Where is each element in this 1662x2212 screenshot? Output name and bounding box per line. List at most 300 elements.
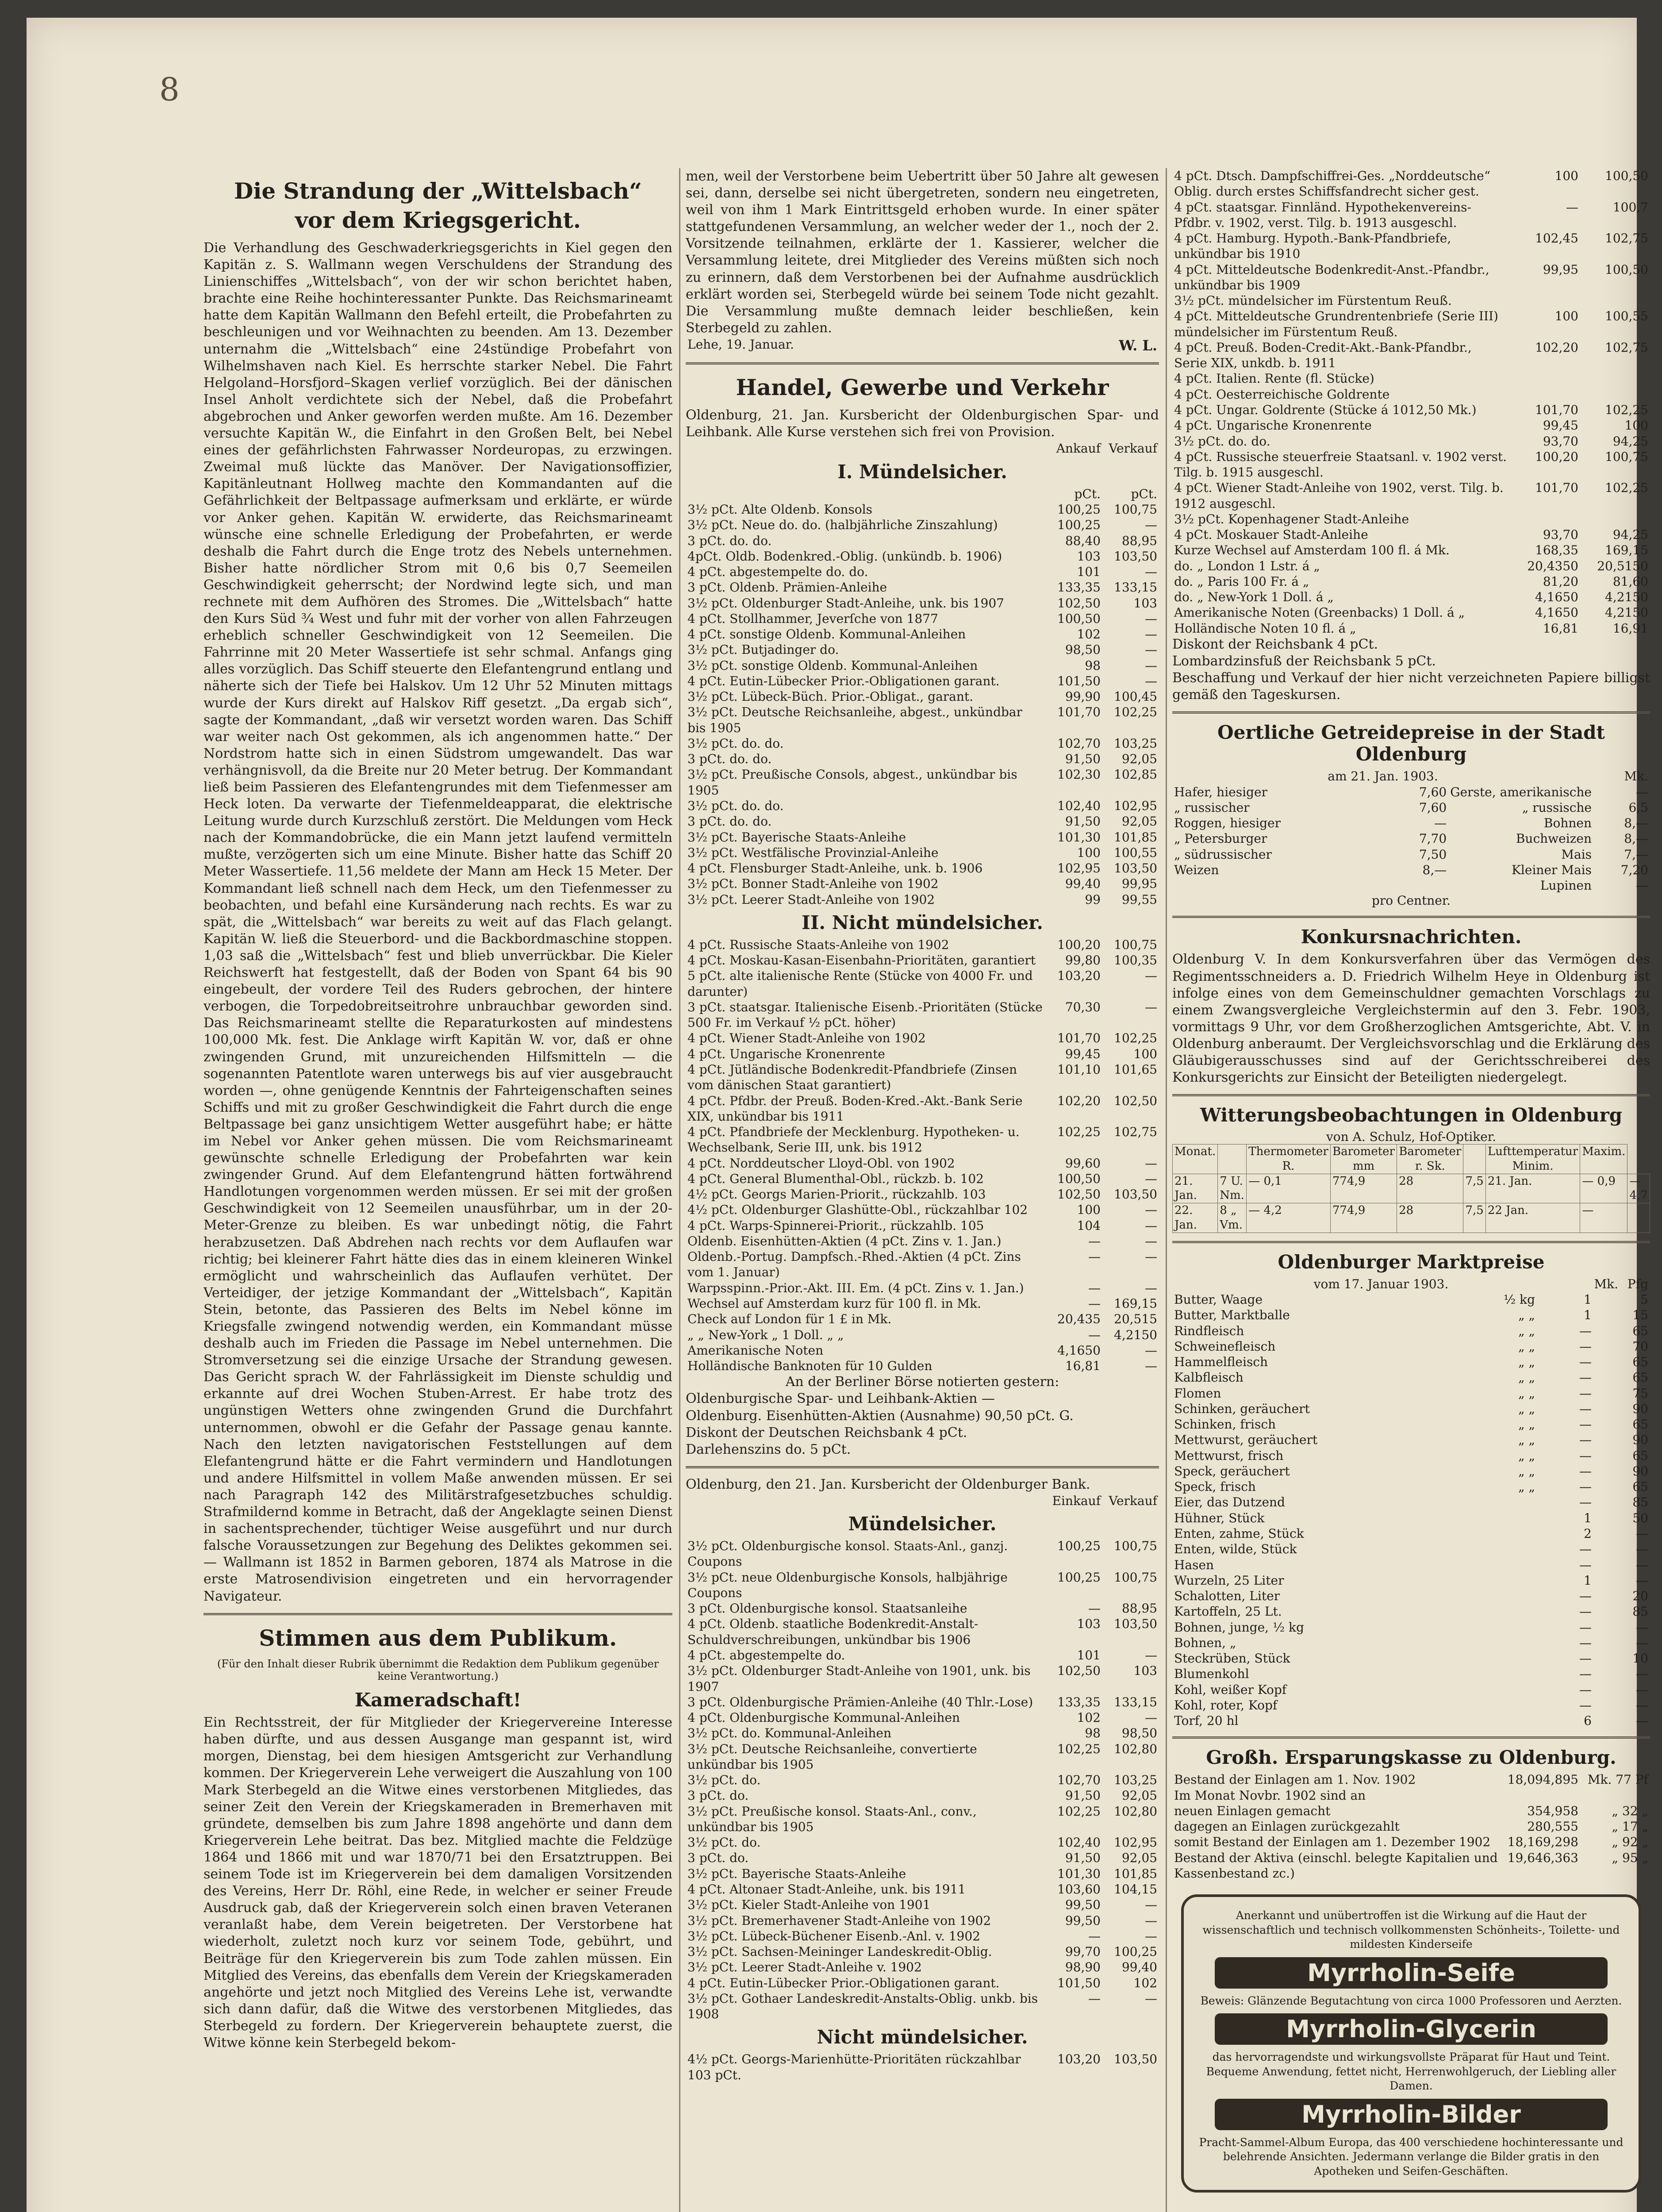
table-row <box>1172 308 1650 340</box>
table-cell <box>1480 1494 1537 1510</box>
table-cell <box>1480 1666 1537 1682</box>
table-cell: — <box>1088 1233 1101 1248</box>
table-cell: — <box>1579 1355 1592 1370</box>
table-cell: — <box>1579 1557 1592 1572</box>
unit-label: pCt. <box>1131 486 1157 501</box>
price-header <box>686 486 1159 502</box>
table-cell: — <box>1145 1233 1157 1248</box>
table-cell: — <box>1636 1573 1648 1588</box>
table-cell: 100 <box>1077 1202 1101 1217</box>
table-cell: 3½ pCt. Leerer Stadt-Anleihe von 1902 <box>687 892 935 907</box>
table-row <box>686 704 1159 736</box>
price-table <box>686 937 1159 1374</box>
table-row <box>1172 371 1650 386</box>
table-cell: — <box>1579 1370 1592 1385</box>
table-cell: somit Bestand der Einlagen am 1. Dezember 1902 <box>1174 1835 1491 1850</box>
table-cell: 10 <box>1632 1651 1648 1666</box>
table-cell: 3 pCt. do. <box>687 1851 749 1866</box>
table-cell: 102,50 <box>1057 595 1101 611</box>
table-cell: — 0,9 <box>1580 1174 1627 1203</box>
table-cell: 280,555 <box>1527 1819 1578 1834</box>
table-row <box>1172 1417 1650 1432</box>
table-cell: — <box>1579 1339 1592 1354</box>
unit-label: Pfg <box>1627 1276 1648 1291</box>
table-row <box>1172 1620 1650 1635</box>
article-subtitle: vor dem Kriegsgericht. <box>295 207 581 233</box>
table-cell: — 4,2 <box>1247 1203 1331 1233</box>
table-row <box>686 1046 1159 1062</box>
table-cell: 3½ pCt. do. <box>687 1835 761 1850</box>
table-row <box>1172 784 1650 800</box>
table-cell: — <box>1580 1203 1627 1233</box>
table-cell: 102,50 <box>1114 1093 1157 1108</box>
table-cell: 4 pCt. Oldenburgische Kommunal-Anleihen <box>687 1710 960 1725</box>
table-cell: 94,25 <box>1612 434 1648 449</box>
table-row <box>1172 1339 1650 1354</box>
table-cell: 90 <box>1632 1401 1648 1416</box>
table-row <box>1172 542 1650 558</box>
table-cell: 16,91 <box>1612 621 1648 636</box>
table-cell: — <box>1636 1542 1648 1557</box>
table-cell: 19,646,363 <box>1507 1850 1578 1865</box>
table-cell: 99,40 <box>1121 1960 1157 1975</box>
table-cell: 101,10 <box>1057 1062 1101 1077</box>
table-cell: „ „ <box>1518 1339 1535 1354</box>
table-cell: 102,20 <box>1535 340 1578 355</box>
table-cell: 103,50 <box>1114 861 1157 876</box>
section-rule <box>686 1466 1159 1468</box>
article-title: Kameradschaft! <box>354 1689 522 1711</box>
section-title: Witterungsbeobachtungen in Oldenburg <box>1200 1104 1623 1126</box>
table-cell: 91,50 <box>1065 1788 1101 1803</box>
table-cell: Warpsspinn.-Prior.-Akt. III. Em. (4 pCt. Zins v. 1. Jan.) <box>687 1280 1024 1295</box>
table-row <box>686 1882 1159 1897</box>
table-cell: 102,30 <box>1057 767 1101 782</box>
table-cell: 3½ pCt. sonstige Oldenb. Kommunal-Anleihen <box>687 658 978 673</box>
table-cell <box>1480 1588 1537 1604</box>
table-row <box>686 502 1159 517</box>
table-cell: 93,70 <box>1543 527 1578 542</box>
table-cell: 101,70 <box>1057 705 1101 720</box>
table-cell: 3½ pCt. Kieler Stadt-Anleihe von 1901 <box>687 1897 931 1912</box>
table-row <box>1172 418 1650 433</box>
table-cell: 92,05 <box>1121 1788 1157 1803</box>
market-table <box>1172 1292 1650 1728</box>
table-cell: do. „ London 1 Lstr. á „ <box>1174 558 1320 573</box>
table-cell: „ „ <box>1518 1370 1535 1385</box>
table-row <box>1172 1448 1650 1463</box>
table-row <box>1172 589 1650 605</box>
table-cell: 7,50 <box>1419 847 1447 862</box>
price-header <box>686 441 1159 456</box>
table-row <box>686 1156 1159 1171</box>
table-row <box>1172 1713 1650 1728</box>
table-cell: 100,7 <box>1612 200 1648 215</box>
table-cell: 133,15 <box>1114 1694 1157 1709</box>
table-cell: — <box>1636 878 1648 893</box>
table-row <box>686 1570 1159 1601</box>
table-cell: Weizen <box>1174 862 1219 877</box>
table-cell: 101,30 <box>1057 1866 1101 1881</box>
table-cell: 100,55 <box>1605 309 1648 324</box>
table-cell: 3½ pCt. Kopenhagener Stadt-Anleihe <box>1174 511 1409 526</box>
date-label: am 21. Jan. 1903. <box>1328 769 1438 784</box>
table-cell: 4 pCt. Mitteldeutsche Grundrentenbriefe (Serie III) mündelsicher im Fürstentum Reuß. <box>1174 309 1498 339</box>
table-cell: 4 pCt. Oldenb. staatliche Bodenkredit-Anstalt-Schuldverschreibungen, unkündbar bis 1906 <box>687 1617 979 1647</box>
table-row <box>1172 1834 1650 1850</box>
table-cell: 4½ pCt. Georgs-Marienhütte-Prioritäten rückzahlbar 103 pCt. <box>687 2052 1021 2082</box>
table-row <box>686 1124 1159 1156</box>
table-cell: 4 pCt. Eutin-Lübecker Prior.-Obligationen garant. <box>687 1975 1000 1990</box>
table-cell: 102,85 <box>1114 767 1157 782</box>
table-row <box>1172 1573 1650 1588</box>
table-cell: — <box>1579 1542 1592 1557</box>
table-cell: Amerikanische Noten (Greenbacks) 1 Doll. á „ <box>1174 605 1465 620</box>
table-cell: 20,5150 <box>1597 558 1648 573</box>
table-cell: Schinken, geräuchert <box>1174 1401 1310 1416</box>
table-cell: 8,— <box>1422 862 1447 877</box>
table-cell: 774,9 <box>1330 1174 1397 1203</box>
table-cell: Mk. 77 Pf <box>1587 1772 1648 1787</box>
table-cell: 6,5 <box>1628 800 1648 815</box>
table-cell: 1 <box>1584 1510 1592 1525</box>
table-cell: 4,1650 <box>1057 1343 1101 1358</box>
table-row <box>1172 1788 1650 1803</box>
table-cell: 101,70 <box>1057 1031 1101 1046</box>
table-row <box>686 1187 1159 1202</box>
table-cell: — 0,1 <box>1247 1174 1331 1203</box>
table-row <box>686 549 1159 564</box>
table-cell <box>1480 1651 1537 1666</box>
table-cell: — <box>1636 1667 1648 1682</box>
table-cell: 20,435 <box>1057 1312 1101 1327</box>
table-cell: 88,40 <box>1065 533 1101 548</box>
table-cell: — <box>1579 1323 1592 1338</box>
table-row <box>1172 1697 1650 1713</box>
table-cell: — <box>1145 1710 1157 1725</box>
section-title: Stimmen aus dem Publikum. <box>259 1624 617 1651</box>
table-cell: 3½ pCt. Preußische Consols, abgest., unkündbar bis 1905 <box>687 767 1017 798</box>
table-cell: — <box>1579 1604 1592 1619</box>
table-cell <box>1480 1541 1537 1557</box>
weather-table <box>1172 1144 1650 1233</box>
table-header-cell: Lufttemperatur Minim. <box>1485 1144 1580 1174</box>
table-cell: — <box>1145 1280 1157 1295</box>
table-cell: 101,50 <box>1057 673 1101 688</box>
table-cell: do. „ New-York 1 Doll. á „ <box>1174 590 1334 605</box>
table-cell: 4 pCt. Italien. Rente (fl. Stücke) <box>1174 371 1374 386</box>
ad-product: Myrrholin-Seife <box>1215 1957 1608 1989</box>
table-cell: 3½ pCt. do. do. <box>687 799 784 814</box>
table-cell: 98,50 <box>1065 642 1101 657</box>
table-row <box>1172 1635 1650 1651</box>
column-3 <box>1172 168 1650 2212</box>
table-cell: — <box>1636 1526 1648 1541</box>
table-cell: „ südrussischer <box>1174 847 1272 862</box>
table-row <box>1172 1307 1650 1323</box>
table-row <box>1172 574 1650 589</box>
table-cell <box>1510 511 1580 527</box>
table-section-title: Nicht mündelsicher. <box>817 2026 1028 2048</box>
column-header: Verkauf <box>1109 1493 1157 1508</box>
table-cell: 7,60 <box>1419 784 1447 799</box>
table-cell: 103,20 <box>1057 2052 1101 2067</box>
table-cell: 7,70 <box>1419 831 1447 846</box>
table-cell: 101,70 <box>1535 402 1578 417</box>
table-row <box>686 1538 1159 1570</box>
ad-product: Myrrholin-Glycerin <box>1215 2013 1608 2045</box>
table-cell: 1 <box>1584 1308 1592 1323</box>
table-cell: — <box>1145 611 1157 626</box>
table-cell: — <box>1145 1218 1157 1233</box>
table-cell: — <box>1579 1479 1592 1494</box>
column-1 <box>203 168 672 2212</box>
section-rule <box>1172 711 1650 714</box>
table-cell: 4 pCt. Russische Staats-Anleihe von 1902 <box>687 937 949 952</box>
table-row <box>686 1835 1159 1850</box>
table-cell: Check auf London für 1 £ in Mk. <box>687 1312 892 1327</box>
table-cell: Kleiner Mais <box>1512 862 1592 877</box>
table-cell: 65 <box>1632 1323 1648 1338</box>
table-cell: 102,80 <box>1114 1804 1157 1819</box>
table-cell: 92,05 <box>1121 1851 1157 1866</box>
table-cell: 102,50 <box>1057 1663 1101 1678</box>
table-cell: — <box>1579 1682 1592 1697</box>
table-row <box>1172 387 1650 402</box>
section-subtitle: von A. Schulz, Hof-Optiker. <box>1326 1129 1496 1144</box>
table-row <box>686 1772 1159 1788</box>
market-note: Lombardzinsfuß der Reichsbank 5 pCt. <box>1172 653 1436 669</box>
ad-text: Anerkannt und unübertroffen ist die Wirkung auf die Haut der wissenschaftlich und technisch vollkommensten Schönheits-, Toilette- und mildesten Kinderseife <box>1202 1909 1620 1951</box>
table-cell: 101 <box>1077 565 1101 580</box>
table-row <box>1172 340 1650 371</box>
table-cell: Buchweizen <box>1516 831 1592 846</box>
table-row <box>686 1030 1159 1046</box>
table-cell: — <box>1636 1620 1648 1635</box>
table-cell: 2 <box>1584 1526 1592 1541</box>
market-note: Diskont der Deutschen Reichsbank 4 pCt. <box>686 1425 967 1440</box>
table-cell: 88,95 <box>1121 1601 1157 1616</box>
table-cell: 100,25 <box>1057 1539 1101 1554</box>
column-rule <box>679 168 680 2212</box>
table-cell <box>1580 387 1650 402</box>
table-cell: Hammelfleisch <box>1174 1355 1268 1370</box>
table-row <box>1172 1803 1650 1819</box>
table-cell: Steckrüben, Stück <box>1174 1651 1290 1666</box>
table-cell: 81,20 <box>1543 574 1578 589</box>
table-cell: 102,70 <box>1057 1773 1101 1788</box>
table-cell: 100 <box>1555 169 1578 183</box>
article-footer <box>686 337 1159 354</box>
table-cell: 20,4350 <box>1527 558 1578 573</box>
table-row <box>686 1944 1159 1959</box>
table-cell: — <box>1145 1249 1157 1264</box>
table-cell: 102,20 <box>1057 1093 1101 1108</box>
table-cell: Schalotten, Liter <box>1174 1589 1280 1604</box>
table-cell: „ „ <box>1518 1448 1535 1463</box>
table-row <box>686 1601 1159 1616</box>
table-cell: Roggen, hiesiger <box>1174 816 1281 831</box>
section-rule <box>1172 1736 1650 1739</box>
table-row <box>686 1311 1159 1327</box>
table-cell: 90 <box>1632 1463 1648 1479</box>
table-cell: — <box>1579 1620 1592 1635</box>
table-row <box>686 767 1159 798</box>
market-note: Oldenburgische Spar- und Leihbank-Aktien — <box>686 1391 995 1407</box>
table-cell: 102 <box>1077 627 1101 642</box>
table-cell: 4 pCt. Pfdbr. der Preuß. Boden-Kred.-Akt.-Bank Serie XIX, unkündbar bis 1911 <box>687 1093 1023 1124</box>
table-row <box>1172 1772 1650 1787</box>
table-row <box>686 595 1159 611</box>
price-table <box>686 1538 1159 2022</box>
table-cell: dagegen an Einlagen zurückgezahlt <box>1174 1819 1400 1834</box>
market-note: Diskont der Reichsbank 4 pCt. <box>1172 636 1378 652</box>
table-cell: 100,25 <box>1057 502 1101 517</box>
table-cell: — <box>1566 200 1578 215</box>
table-row <box>686 1725 1159 1741</box>
table-cell: Bestand der Einlagen am 1. Nov. 1902 <box>1174 1772 1416 1787</box>
table-cell: — <box>1579 1697 1592 1713</box>
table-cell: 50 <box>1632 1510 1648 1525</box>
table-cell: 102,95 <box>1057 861 1101 876</box>
table-row <box>686 642 1159 657</box>
table-row <box>686 1788 1159 1803</box>
table-cell: — <box>1145 673 1157 688</box>
section-title: Großh. Ersparungskasse zu Oldenburg. <box>1206 1747 1616 1769</box>
table-cell: — <box>1636 1713 1648 1728</box>
table-cell: Gerste, amerikanische <box>1450 784 1592 799</box>
table-cell: 3½ pCt. Gothaer Landeskredit-Anstalts-Oblig. unkb. bis 1908 <box>687 1991 1038 2022</box>
table-cell: 102,25 <box>1605 402 1648 417</box>
unit-label: pCt. <box>1074 486 1101 501</box>
table-cell: — <box>1145 1991 1157 2006</box>
table-row <box>686 1218 1159 1233</box>
table-cell: 18,094,895 <box>1507 1772 1578 1787</box>
price-table <box>686 2051 1159 2083</box>
table-row <box>686 736 1159 751</box>
table-cell: — <box>1579 1651 1592 1666</box>
table-cell: 103 <box>1133 1663 1157 1678</box>
table-cell: — <box>1088 1280 1101 1295</box>
table-row <box>686 1327 1159 1343</box>
table-row <box>1173 1203 1650 1233</box>
table-cell: „ „ <box>1518 1386 1535 1401</box>
table-cell: 3½ pCt. do. do. <box>687 736 784 751</box>
table-cell: 102,40 <box>1057 1835 1101 1850</box>
table-cell: Speck, frisch <box>1174 1479 1256 1494</box>
advertisement <box>1181 1894 1641 2193</box>
table-cell: Holländische Banknoten für 10 Gulden <box>687 1359 933 1374</box>
table-row <box>686 1850 1159 1866</box>
ad-text: Pracht-Sammel-Album Europa, das 400 verschiedene hochinteressante und belehrende Ansichten. Jedermann verlange die Bilder gratis in den Apotheken und Seifen-Geschäften. <box>1199 2135 1624 2177</box>
table-cell: — <box>1145 1156 1157 1171</box>
table-cell: — <box>1145 627 1157 642</box>
table-row <box>1172 1354 1650 1370</box>
table-cell: 8,— <box>1624 831 1648 846</box>
table-cell: 4 pCt. Wiener Stadt-Anleihe von 1902 <box>687 1031 926 1046</box>
table-row <box>686 1616 1159 1647</box>
table-cell: 7,60 <box>1419 800 1447 815</box>
table-cell: 102,25 <box>1114 1031 1157 1046</box>
table-row <box>1172 168 1650 200</box>
table-cell: 4 pCt. Ungar. Goldrente (Stücke á 1012,50 Mk.) <box>1174 402 1477 417</box>
section-title: Oldenburger Marktpreise <box>1278 1251 1545 1273</box>
table-cell: 3½ pCt. do. do. <box>1174 434 1270 449</box>
table-cell: Hühner, Stück <box>1174 1510 1265 1525</box>
grain-table <box>1172 784 1650 894</box>
table-cell: 93,70 <box>1543 434 1578 449</box>
table-cell: 4 pCt. Norddeutscher Lloyd-Obl. von 1902 <box>687 1156 955 1171</box>
table-cell: 100,75 <box>1114 1570 1157 1585</box>
signature: W. L. <box>1119 337 1157 354</box>
table-cell: 4,1650 <box>1535 590 1578 605</box>
column-rule <box>1166 168 1167 2212</box>
table-cell: 101,85 <box>1114 830 1157 845</box>
table-cell <box>1480 1604 1537 1619</box>
table-cell <box>1506 1788 1580 1803</box>
table-row <box>686 1991 1159 2022</box>
table-cell: 102,25 <box>1057 1741 1101 1756</box>
table-cell: Torf, 20 hl <box>1174 1713 1239 1728</box>
table-cell: 102,40 <box>1057 799 1101 814</box>
table-row <box>686 580 1159 595</box>
table-cell: 102,95 <box>1114 1835 1157 1850</box>
table-header-cell: Thermometer R. <box>1247 1144 1331 1174</box>
table-cell: 3½ pCt. Leerer Stadt-Anleihe v. 1902 <box>687 1960 922 1975</box>
table-cell: 102,25 <box>1057 1125 1101 1140</box>
newspaper-page <box>27 18 1650 2212</box>
table-row <box>686 1647 1159 1663</box>
article-body: men, weil der Verstorbene beim Uebertritt über 50 Jahre alt gewesen sei, dann, derselbe sei nicht übergetreten, sondern neu eingetreten, weil von ihm 1 Mark Eintrittsgeld erhoben wurde. In einer später stattgefundenen Versammlung, an welcher weder der 1., noch der 2. Vorsitzende teilnahmen, erklärte der 1. Kassierer, welcher die Versammlung leitete, drei Mitglieder des Vereins müßten sich noch zu erinnern, daß dem Verstorbenen bei der Aufnahme ausdrücklich erklärt worden sei, Sterbegeld würde bei seinem Tode nicht gezahlt. Die Versammlung mußte demnach leider beschließen, kein Sterbegeld zu zahlen. <box>686 169 1159 336</box>
table-cell: 65 <box>1632 1479 1648 1494</box>
table-cell: 102,75 <box>1114 1125 1157 1140</box>
table-cell: 3 pCt. staatsgar. Italienische Eisenb.-Prioritäten (Stücke 500 Fr. im Verkauf ½ pCt. höher) <box>687 999 1043 1030</box>
table-cell: „ „ New-York „ 1 Doll. „ „ <box>687 1327 844 1342</box>
table-row <box>686 626 1159 642</box>
savings-table <box>1172 1772 1650 1881</box>
table-cell: 4½ pCt. Georgs Marien-Priorit., rückzahlb. 103 <box>687 1187 986 1202</box>
table-row <box>1172 1850 1650 1882</box>
table-cell: — <box>1145 1171 1157 1186</box>
section-title: Oertliche Getreidepreise in der Stadt Oldenburg <box>1217 722 1605 765</box>
table-cell: 4 pCt. staatsgar. Finnländ. Hypothekenvereins-Pfdbr. v. 1902, verst. Tilg. b. 1913 ausgeschl. <box>1174 200 1471 230</box>
table-cell <box>1510 387 1580 402</box>
table-cell: 99,90 <box>1065 689 1101 704</box>
table-cell: 100,25 <box>1057 1570 1101 1585</box>
table-row <box>686 673 1159 689</box>
table-cell: 103,50 <box>1114 549 1157 564</box>
table-cell: Im Monat Novbr. 1902 sind an <box>1174 1788 1366 1803</box>
table-row <box>1172 1666 1650 1682</box>
table-cell: 98 <box>1085 1726 1101 1741</box>
table-row <box>686 1171 1159 1187</box>
table-row <box>1172 558 1650 574</box>
table-cell <box>1510 293 1580 308</box>
dateline: Lehe, 19. Januar. <box>687 337 794 352</box>
table-cell: 8 „ Vm. <box>1218 1203 1247 1233</box>
table-row <box>1173 1174 1650 1203</box>
table-cell: 100,25 <box>1114 1944 1157 1959</box>
table-cell <box>1580 511 1650 527</box>
table-cell: Enten, zahme, Stück <box>1174 1526 1304 1541</box>
table-cell: 4 pCt. General Blumenthal-Obl., rückzb. b. 102 <box>687 1171 984 1186</box>
table-cell: — <box>1434 816 1447 831</box>
table-cell: 4 pCt. Moskau-Kasan-Eisenbahn-Prioritäten, garantiert <box>687 953 1036 968</box>
table-cell: neuen Einlagen gemacht <box>1174 1803 1331 1818</box>
table-cell: 85 <box>1632 1604 1648 1619</box>
table-cell: 101,50 <box>1057 1975 1101 1990</box>
table-cell: — <box>1145 1202 1157 1217</box>
